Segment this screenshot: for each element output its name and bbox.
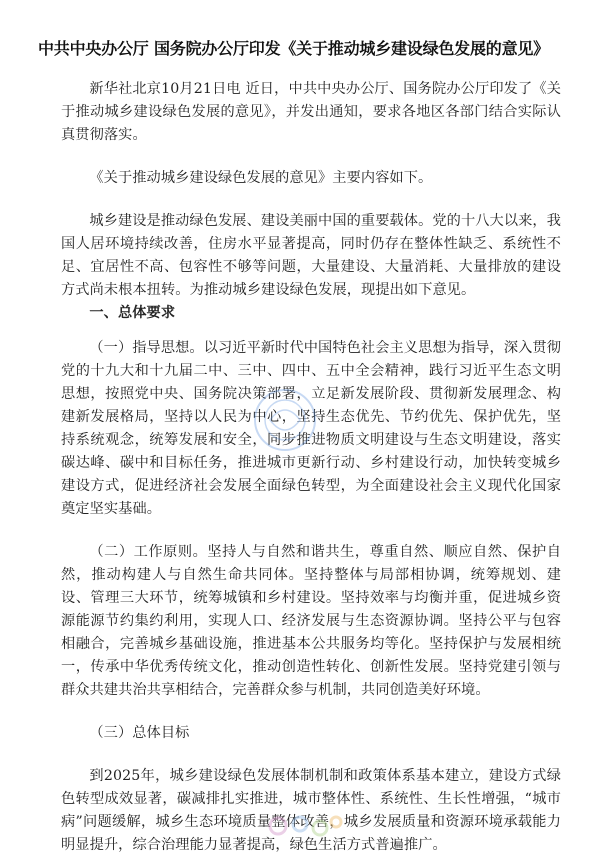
watermark-logo-icon (258, 806, 348, 846)
subsection-goals-heading: （三）总体目标 (89, 725, 190, 741)
section-heading: 一、总体要求 (89, 305, 176, 321)
paragraph-summary: 《关于推动城乡建设绿色发展的意见》主要内容如下。 (89, 170, 433, 186)
paragraph-goals: 到2025年，城乡建设绿色发展体制机制和政策体系基本建立，建设方式绿色转型成效显著，碳减排扎实推进，城市整体性、系统性、生长性增强，“城市病”问题缓解，城乡生态环境质量整体改善，城乡发展质量和资源环境承载能力明显提升，综合治理能力显著提高，绿色生活方式普遍推广。 (61, 768, 561, 853)
paragraph-principles: （二）工作原则。坚持人与自然和谐共生，尊重自然、顺应自然、保护自然，推动构建人与自然生命共同体。坚持整体与局部相协调，统筹规划、建设、管理三大环节，统筹城镇和乡村建设。坚持效率与均衡并重，促进城乡资源能源节约集约利用，实现人口、经济发展与生态资源协调。坚持公平与包容相融合，完善城乡基础设施，推进基本公共服务均等化。坚持保护与发展相统一，传承中华优秀传统文化，推动创造性转化、创新性发展。坚持党建引领与群众共建共治共享相结合，完善群众参与机制，共同创造美好环境。 (61, 544, 561, 698)
document-title: 中共中央办公厅 国务院办公厅印发《关于推动城乡建设绿色发展的意见》 (38, 39, 549, 58)
paragraph-background: 城乡建设是推动绿色发展、建设美丽中国的重要载体。党的十八大以来，我国人居环境持续改善，住房水平显著提高，同时仍存在整体性缺乏、系统性不足、宜居性不高、包容性不够等问题，大量建设、大量消耗、大量排放的建设方式尚未根本扭转。为推动城乡建设绿色发展，现提出如下意见。 (61, 213, 561, 298)
paragraph-intro: 新华社北京10月21日电 近日，中共中央办公厅、国务院办公厅印发了《关于推动城乡建设绿色发展的意见》，并发出通知，要求各地区各部门结合实际认真贯彻落实。 (61, 81, 561, 143)
paragraph-guiding-thought: （一）指导思想。以习近平新时代中国特色社会主义思想为指导，深入贯彻党的十九大和十九届二中、三中、四中、五中全会精神，践行习近平生态文明思想，按照党中央、国务院决策部署，立足新发展阶段、贯彻新发展理念、构建新发展格局，坚持以人民为中心，坚持生态优先、节约优先、保护优先，坚持系统观念，统筹发展和安全，同步推进物质文明建设与生态文明建设，落实碳达峰、碳中和目标任务，推进城市更新行动、乡村建设行动，加快转变城乡建设方式，促进经济社会发展全面绿色转型，为全面建设社会主义现代化国家奠定坚实基础。 (61, 340, 561, 517)
document-body (61, 78, 561, 857)
